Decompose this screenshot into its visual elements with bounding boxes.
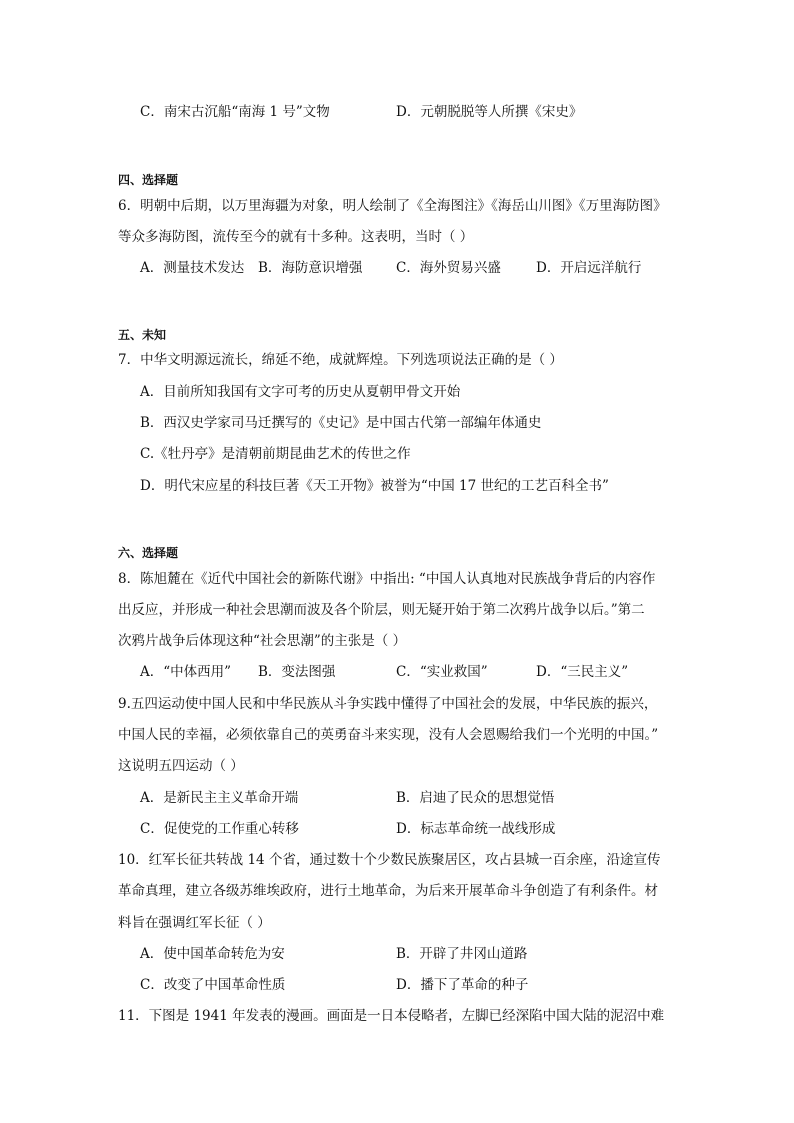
section-5-title: 五、未知 <box>118 328 167 342</box>
q8-stem-line3: 次鸦片战争后体现这种“社会思潮”的主张是（ ） <box>118 633 407 649</box>
q6-stem-line1: 6．明朝中后期，以万里海疆为对象，明人绘制了《全海图注》《海岳山川图》《万里海防图》 <box>118 198 667 214</box>
q7-option-d: D．明代宋应星的科技巨著《天工开物》被誉为“中国 17 世纪的工艺百科全书” <box>140 478 609 494</box>
q10-stem-line3: 料旨在强调红军长征（ ） <box>118 915 271 931</box>
q9-option-c: C．促使党的工作重心转移 <box>140 821 299 837</box>
q8-option-c: C．“实业救国” <box>396 664 488 680</box>
q8-option-d: D．“三民主义” <box>536 664 629 680</box>
q6-option-a: A．测量技术发达 <box>140 260 245 276</box>
section-6-title: 六、选择题 <box>118 546 179 560</box>
q8-option-b: B．变法图强 <box>258 664 336 680</box>
q6-stem-line2: 等众多海防图，流传至今的就有十多种。这表明，当时（ ） <box>118 229 474 245</box>
q10-option-a: A．使中国革命转危为安 <box>140 946 285 962</box>
q9-stem-line1: 9.五四运动使中国人民和中华民族从斗争实践中懂得了中国社会的发展，中华民族的振兴， <box>118 696 658 712</box>
q9-stem-line3: 这说明五四运动（ ） <box>118 758 244 774</box>
q9-option-b: B．启迪了民众的思想觉悟 <box>396 790 555 806</box>
q8-stem-line2: 出反应，并形成一种社会思潮而波及各个阶层，则无疑开始于第二次鸦片战争以后。”第二 <box>118 602 645 618</box>
q9-option-d: D．标志革命统一战线形成 <box>396 821 556 837</box>
q11-stem-line1: 11．下图是 1941 年发表的漫画。画面是一日本侵略者，左脚已经深陷中国大陆的泥沼中难 <box>118 1008 665 1024</box>
q6-option-b: B．海防意识增强 <box>258 260 363 276</box>
q5-option-d: D．元朝脱脱等人所撰《宋史》 <box>396 104 583 120</box>
q7-stem: 7．中华文明源远流长，绵延不绝，成就辉煌。下列选项说法正确的是（ ） <box>118 352 563 368</box>
q10-stem-line1: 10．红军长征共转战 14 个省，通过数十个少数民族聚居区，攻占县城一百余座，沿途宣传 <box>118 852 661 868</box>
q8-stem-line1: 8．陈旭麓在《近代中国社会的新陈代谢》中指出: “中国人认真地对民族战争背后的内容作 <box>118 571 656 587</box>
q10-option-c: C．改变了中国革命性质 <box>140 977 286 993</box>
q6-option-d: D．开启远洋航行 <box>536 260 642 276</box>
q9-stem-line2: 中国人民的幸福，必须依靠自己的英勇奋斗来实现，没有人会恩赐给我们一个光明的中国。” <box>118 727 659 743</box>
q5-option-c: C．南宋古沉船“南海 1 号”文物 <box>140 104 330 120</box>
q6-option-c: C．海外贸易兴盛 <box>396 260 501 276</box>
q7-option-b: B．西汉史学家司马迁撰写的《史记》是中国古代第一部编年体通史 <box>140 415 542 431</box>
q7-option-c: C.《牡丹亭》是清朝前期昆曲艺术的传世之作 <box>140 446 411 462</box>
q8-option-a: A．“中体西用” <box>140 664 232 680</box>
q10-option-d: D．播下了革命的种子 <box>396 977 529 993</box>
q7-option-a: A．目前所知我国有文字可考的历史从夏朝甲骨文开始 <box>140 384 461 400</box>
q10-option-b: B．开辟了井冈山道路 <box>396 946 528 962</box>
q10-stem-line2: 革命真理，建立各级苏维埃政府，进行土地革命，为后来开展革命斗争创造了有利条件。材 <box>118 883 658 899</box>
section-4-title: 四、选择题 <box>118 173 179 187</box>
q9-option-a: A．是新民主主义革命开端 <box>140 790 299 806</box>
